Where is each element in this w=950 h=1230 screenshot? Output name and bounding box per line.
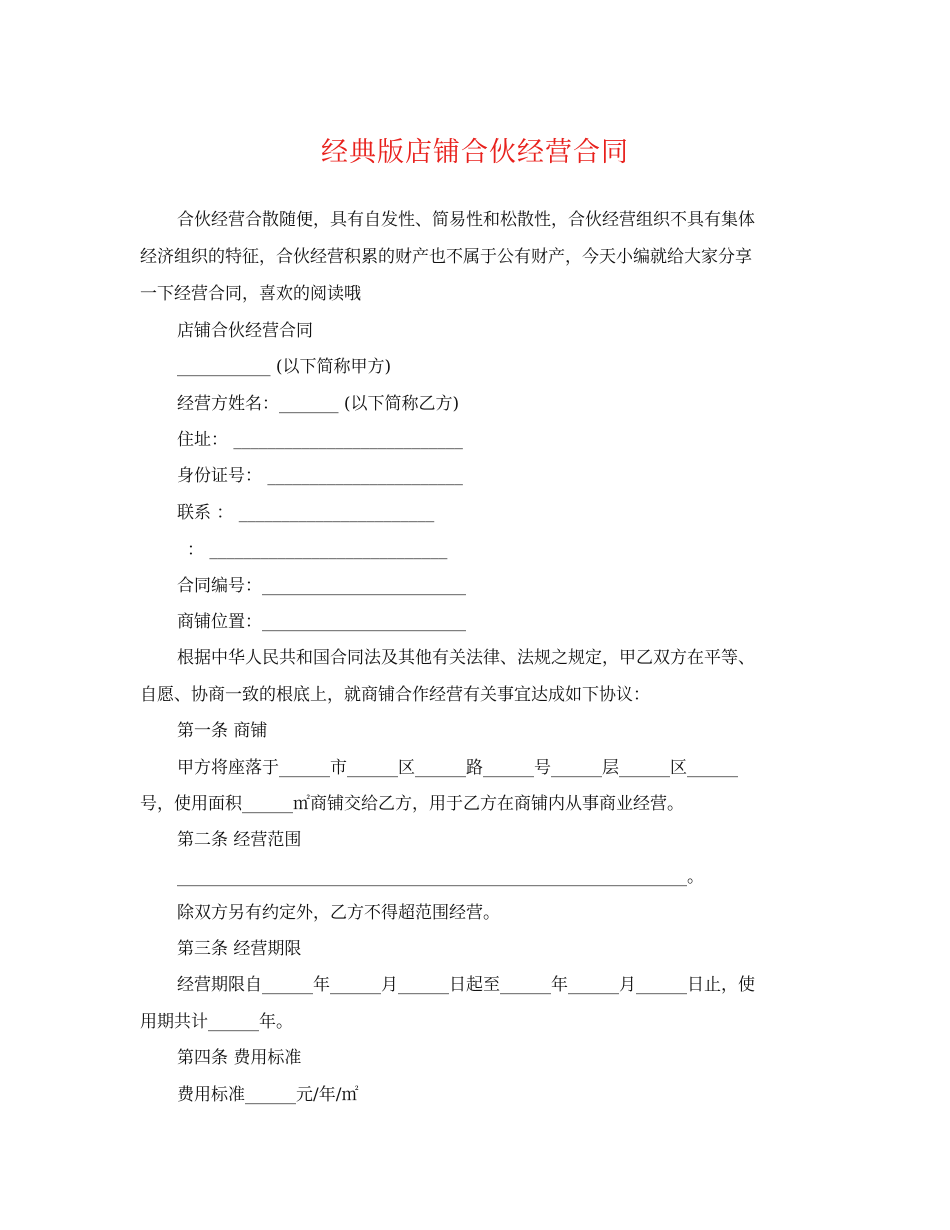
article-3-title: 第三条 经营期限 (177, 939, 302, 959)
article-1-line-2: 号，使用面积______㎡商铺交给乙方，用于乙方在商铺内从事商业经营。 (140, 794, 684, 814)
contract-number-line: 合同编号：________________________ (177, 576, 466, 596)
intro-line-1: 合伙经营合散随便，具有自发性、简易性和松散性，合伙经营组织不具有集体 (177, 210, 755, 230)
article-3-line-2: 用期共计______年。 (140, 1012, 293, 1032)
article-2-blank: ____________________________________________________________。 (177, 867, 704, 887)
article-1-line-1: 甲方将座落于______市______区______路______号______层______区______ (177, 758, 738, 778)
id-number-line: 身份证号： _______________________ (177, 466, 463, 486)
article-4-line-1: 费用标准______元/年/㎡ (177, 1085, 359, 1105)
article-2-text: 除双方另有约定外，乙方不得超范围经营。 (177, 903, 500, 923)
document-title: 经典版店铺合伙经营合同 (321, 137, 629, 168)
article-4-title: 第四条 费用标准 (177, 1048, 302, 1068)
intro-line-3: 一下经营合同，喜欢的阅读哦 (140, 284, 361, 304)
party-a-line: ___________ (以下简称甲方) (177, 357, 392, 377)
contract-subtitle: 店铺合伙经营合同 (177, 321, 313, 341)
article-3-line-1: 经营期限自______年______月______日起至______年______月______日止，使 (177, 975, 755, 995)
article-1-title: 第一条 商铺 (177, 721, 268, 741)
preamble-line-2: 自愿、协商一致的根底上，就商铺合作经营有关事宜达成如下协议： (140, 685, 650, 705)
shop-location-line: 商铺位置：________________________ (177, 612, 466, 632)
address-line: 住址： ___________________________ (177, 430, 463, 450)
contact-line-2: ： ____________________________ (187, 540, 448, 560)
preamble-line-1: 根据中华人民共和国合同法及其他有关法律、法规之规定，甲乙双方在平等、 (177, 648, 755, 668)
contact-line: 联系 ： _______________________ (177, 503, 435, 523)
party-b-line: 经营方姓名：_______ (以下简称乙方) (177, 394, 460, 414)
intro-line-2: 经济组织的特征，合伙经营积累的财产也不属于公有财产，今天小编就给大家分享 (140, 247, 752, 267)
article-2-title: 第二条 经营范围 (177, 830, 302, 850)
